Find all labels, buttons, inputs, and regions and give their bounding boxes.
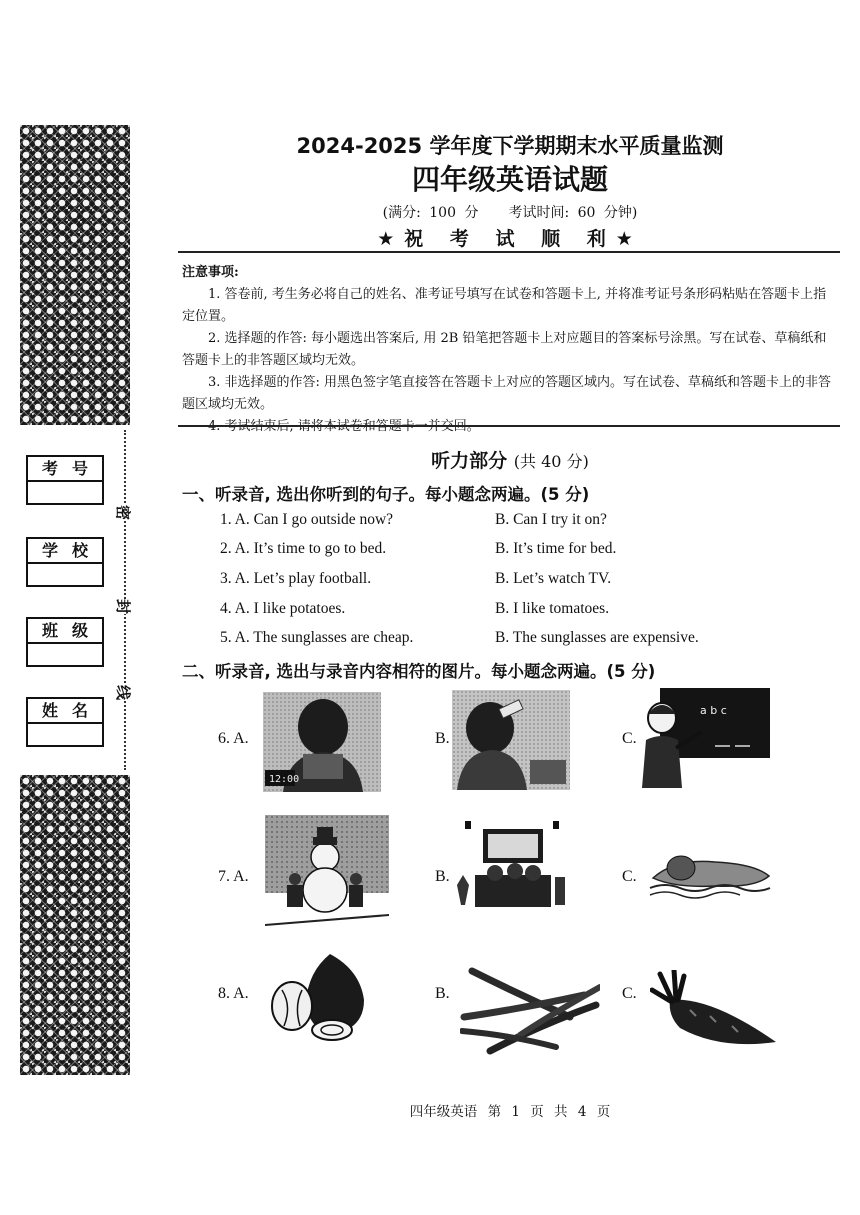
class-label: 班级 [28, 619, 102, 644]
option-b[interactable]: B. Let’s watch TV. [495, 570, 612, 587]
class-field[interactable] [26, 617, 104, 667]
picture-carrot[interactable] [650, 970, 782, 1052]
q8-label-a: 8. A. [218, 985, 249, 1002]
divider-top [178, 251, 840, 253]
picture-watching-tv[interactable] [455, 815, 570, 913]
q8-label-b: B. [435, 985, 450, 1002]
question-row [220, 570, 820, 600]
option-a[interactable]: 1. A. Can I go outside now? [220, 511, 394, 528]
seal-char-xian: 线 [114, 684, 133, 701]
exam-title: 2024-2025 学年度下学期期末水平质量监测 [296, 134, 724, 158]
picture-onion[interactable] [268, 950, 372, 1044]
notes-heading: 注意事项: [182, 265, 239, 280]
decorative-pattern-top [20, 125, 130, 425]
q7-label-b: B. [435, 868, 450, 885]
decorative-pattern-bottom [20, 775, 130, 1075]
q6-label-a: 6. A. [218, 730, 249, 747]
option-b[interactable]: B. Can I try it on? [495, 511, 607, 528]
option-a[interactable]: 2. A. It’s time to go to bed. [220, 540, 387, 557]
name-field[interactable] [26, 697, 104, 747]
q7-label-a: 7. A. [218, 868, 249, 885]
board-text: a b c [700, 704, 727, 717]
q6-label-c: C. [622, 730, 637, 747]
note-item: 4. 考试结束后, 请将本试卷和答题卡一并交回。 [208, 419, 480, 434]
note-item: 3. 非选择题的作答: 用黑色签字笔直接答在答题卡上对应的答题区域内。写在试卷、草稿纸和答题卡上的非答题区域均无效。 [182, 375, 832, 412]
note-item: 1. 答卷前, 考生务必将自己的姓名、准考证号填写在试卷和答题卡上, 并将准考证号条形码粘贴在答题卡上指定位置。 [182, 287, 827, 324]
picture-teacher-blackboard[interactable] [640, 688, 780, 788]
picture-beans[interactable] [460, 965, 600, 1057]
question-row [220, 511, 820, 541]
part2-heading: 二、听录音, 选出与录音内容相符的图片。每小题念两遍。(5 分) [182, 662, 656, 681]
exam-info [180, 202, 840, 222]
option-b[interactable]: B. The sunglasses are expensive. [495, 629, 699, 646]
divider-bottom [178, 425, 840, 427]
question-row [220, 540, 820, 570]
q6-label-b: B. [435, 730, 450, 747]
school-label: 学校 [28, 539, 102, 564]
exam-subject-title: 四年级英语试题 [411, 163, 608, 196]
seal-char-feng: 封 [114, 598, 133, 615]
picture-drinking[interactable] [452, 690, 570, 790]
option-a[interactable]: 3. A. Let’s play football. [220, 570, 372, 587]
exam-number-label: 考号 [28, 457, 102, 482]
notes-section [182, 262, 838, 438]
option-a[interactable]: 5. A. The sunglasses are cheap. [220, 629, 414, 646]
blessing: ★祝 考 试 顺 利★ [377, 228, 643, 250]
full-score: (满分: 100 分 [382, 205, 479, 221]
option-a[interactable]: 4. A. I like potatoes. [220, 600, 346, 617]
q8-label-c: C. [622, 985, 637, 1002]
school-field[interactable] [26, 537, 104, 587]
page-footer: 四年级英语 第 1 页 共 4 页 [409, 1104, 611, 1120]
part1-heading: 一、听录音, 选出你听到的句子。每小题念两遍。(5 分) [182, 485, 590, 504]
exam-time: 考试时间: 60 分钟) [508, 205, 638, 221]
listening-points: (共 40 分) [513, 452, 589, 471]
question-row [220, 629, 820, 659]
note-item: 2. 选择题的作答: 每小题选出答案后, 用 2B 铅笔把答题卡上对应题目的答案标号涂黑。写在试卷、草稿纸和答题卡上的非答题区域均无效。 [182, 331, 827, 368]
name-label: 姓名 [28, 699, 102, 724]
picture-clock-noon[interactable] [263, 692, 381, 792]
q7-label-c: C. [622, 868, 637, 885]
listening-section-title [180, 446, 840, 473]
picture-snowman[interactable] [265, 815, 389, 927]
clock-text: 12:00 [269, 774, 300, 785]
option-b[interactable]: B. I like tomatoes. [495, 600, 610, 617]
seal-char-mi: 密 [114, 504, 133, 521]
picture-swimming[interactable] [645, 838, 775, 900]
exam-number-field[interactable] [26, 455, 104, 505]
question-row [220, 600, 820, 630]
option-b[interactable]: B. It’s time for bed. [495, 540, 617, 557]
listening-title: 听力部分 [431, 450, 508, 472]
